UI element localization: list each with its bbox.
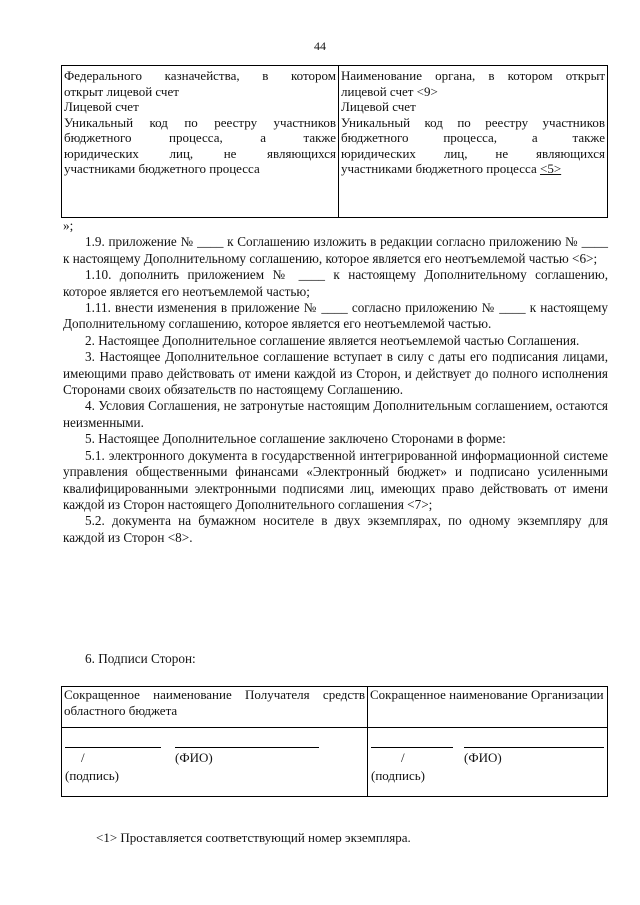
treasury-line: открыт лицевой счет (64, 83, 179, 99)
agreement-body (63, 218, 608, 546)
unique-code-line: бюджетного процесса, а также (341, 130, 605, 145)
treasury-line: Федерального казначейства, в котором (64, 68, 336, 83)
footnote-ref-5[interactable]: <5> (539, 161, 562, 176)
signature-label: (подпись) (65, 768, 119, 783)
page-number: 44 (314, 39, 326, 53)
fio-label: (ФИО) (464, 750, 502, 765)
fio-line[interactable] (175, 733, 319, 748)
fio-line[interactable] (464, 733, 604, 748)
fio-label: (ФИО) (175, 750, 213, 765)
account-label: Лицевой счет (64, 99, 139, 114)
paragraph-5: 5. Настоящее Дополнительное соглашение заключено Сторонами в форме: (85, 431, 506, 447)
unique-code-line: Уникальный код по реестру участников (341, 114, 605, 130)
unique-code-line: Уникальный код по реестру участников (64, 114, 336, 130)
account-details-table (61, 65, 608, 218)
organization-signature-cell (368, 728, 608, 797)
unique-code-text: участниками бюджетного процесса (341, 161, 540, 176)
signature-line[interactable] (65, 733, 161, 748)
paragraph-2: 2. Настоящее Дополнительное соглашение является неотъемлемой частью Соглашения. (85, 332, 580, 348)
signature-label: (подпись) (371, 768, 425, 783)
paragraph-5-1: 5.1. электронного документа в государственной интегрированной информационной системе управления общественными финансами «Электронный бюджет» и подписано усиленными квалифицированными электронными подписями лиц, имеющих право действовать от имени каждой из Сторон настоящего Дополнительного соглашения <7>; (63, 447, 608, 512)
organ-line: лицевой счет <9> (341, 83, 438, 99)
treasury-account-cell (62, 66, 339, 218)
paragraph-1-9: 1.9. приложение № ____ к Соглашению изложить в редакции согласно приложению № ____ к настоящему Дополнительному соглашению, которое является его неотъемлемой частью <6>; (63, 234, 608, 266)
close-quote: »; (63, 218, 74, 233)
slash: / (81, 750, 85, 765)
footnote-1: <1> Проставляется соответствующий номер экземпляра. (96, 830, 411, 845)
paragraph-4: 4. Условия Соглашения, не затронутые настоящим Дополнительным соглашением, остаются неизменными. (63, 398, 608, 430)
paragraph-1-10: 1.10. дополнить приложением № ____ к настоящему Дополнительному соглашению, которое является его неотъемлемой частью; (63, 267, 608, 299)
organ-account-cell (339, 66, 608, 218)
signatures-table (61, 686, 608, 797)
account-label: Лицевой счет (341, 99, 416, 114)
slash: / (401, 750, 405, 765)
recipient-signature-cell (62, 728, 368, 797)
paragraph-1-11: 1.11. внести изменения в приложение № ____ согласно приложению № ____ к настоящему Дополнительному соглашению, которое является его неотъемлемой частью. (63, 300, 608, 332)
recipient-header: Сокращенное наименование Получателя средств областного бюджета (62, 687, 368, 728)
paragraph-5-2: 5.2. документа на бумажном носителе в двух экземплярах, по одному экземпляру для каждой из Сторон <8>. (63, 513, 608, 545)
organization-header: Сокращенное наименование Организации (368, 687, 608, 728)
paragraph-3: 3. Настоящее Дополнительное соглашение вступает в силу с даты его подписания лицами, имеющими право действовать от имени каждой из Сторон, и действует до полного исполнения Сторонами своих обязательств по настоящему Соглашению. (63, 349, 608, 398)
organ-line: Наименование органа, в котором открыт (341, 68, 605, 83)
unique-code-line: бюджетного процесса, а также (64, 130, 336, 145)
unique-code-line: юридических лиц, не являющихся (64, 145, 336, 161)
unique-code-line (341, 161, 605, 177)
unique-code-line: юридических лиц, не являющихся (341, 145, 605, 161)
signature-line[interactable] (371, 733, 453, 748)
unique-code-line: участниками бюджетного процесса (64, 161, 260, 176)
signatures-title: 6. Подписи Сторон: (85, 651, 196, 666)
